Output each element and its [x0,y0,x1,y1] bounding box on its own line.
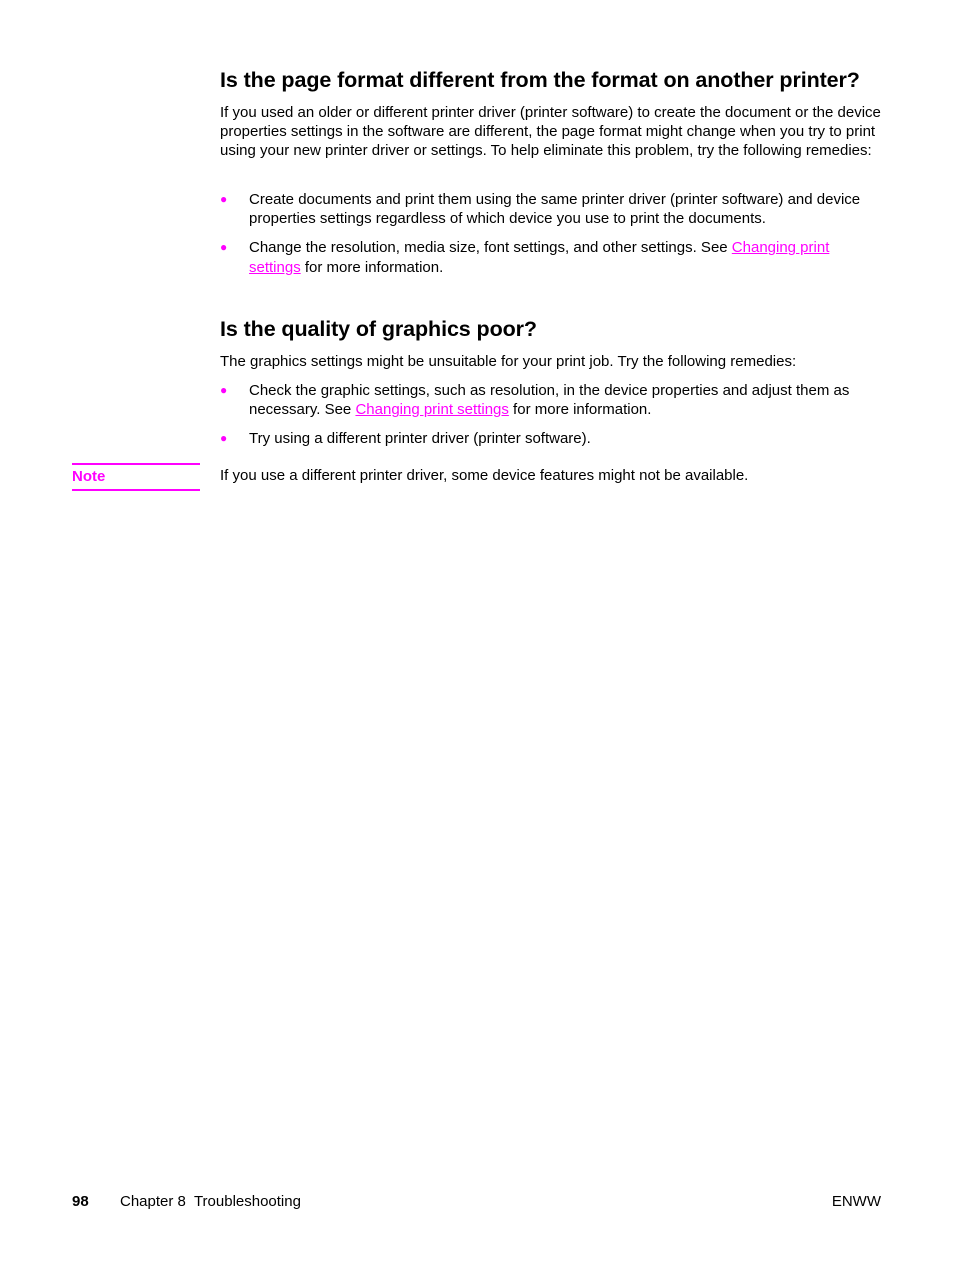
bullet-icon: ● [220,240,228,255]
chapter-title: Chapter 8 Troubleshooting [120,1193,301,1210]
note-label: Note [72,463,200,491]
remedies-list-page-format [220,190,885,287]
changing-print-settings-link[interactable]: Changing print settings [249,239,830,276]
list-item-text: Create documents and print them using the same printer driver (printer software) and device properties settings regardless of which device you use to print the documents. [249,191,861,228]
list-item [220,381,885,419]
bullet-icon: ● [220,192,228,206]
list-item [220,429,885,448]
bullet-icon: ● [220,431,228,446]
list-item-text-before-link: Check the graphic settings, such as resolution, in the device properties and adjust them as necessary. See [249,382,850,419]
locale-code: ENWW [831,1193,881,1210]
section-intro-graphics-quality: The graphics settings might be unsuitable for your print job. Try the following remedies: [220,353,797,370]
section-heading-page-format: Is the page format different from the format on another printer? [220,68,860,92]
page-number: 98 [72,1193,89,1210]
list-item-text: Try using a different printer driver (printer software). [249,430,591,448]
section-intro-page-format: If you used an older or different printer driver (printer software) to create the document or the device properties settings in the software are different, the page format might change when you try to print using your new printer driver or settings. To help eliminate this problem, try the following remedies: [220,104,881,160]
section-heading-graphics-quality: Is the quality of graphics poor? [220,317,537,341]
remedies-list-graphics-quality [220,381,885,459]
list-item [220,238,885,276]
list-item [220,190,885,228]
changing-print-settings-link[interactable]: Changing print settings [355,401,509,419]
list-item-text-after-link: for more information. [508,401,652,419]
list-item-text-before-link: Change the resolution, media size, font settings, and other settings. See [249,239,732,257]
bullet-icon: ● [220,383,228,397]
list-item-text-after-link: for more information. [300,258,444,276]
note-text: If you use a different printer driver, some device features might not be available. [220,467,749,484]
